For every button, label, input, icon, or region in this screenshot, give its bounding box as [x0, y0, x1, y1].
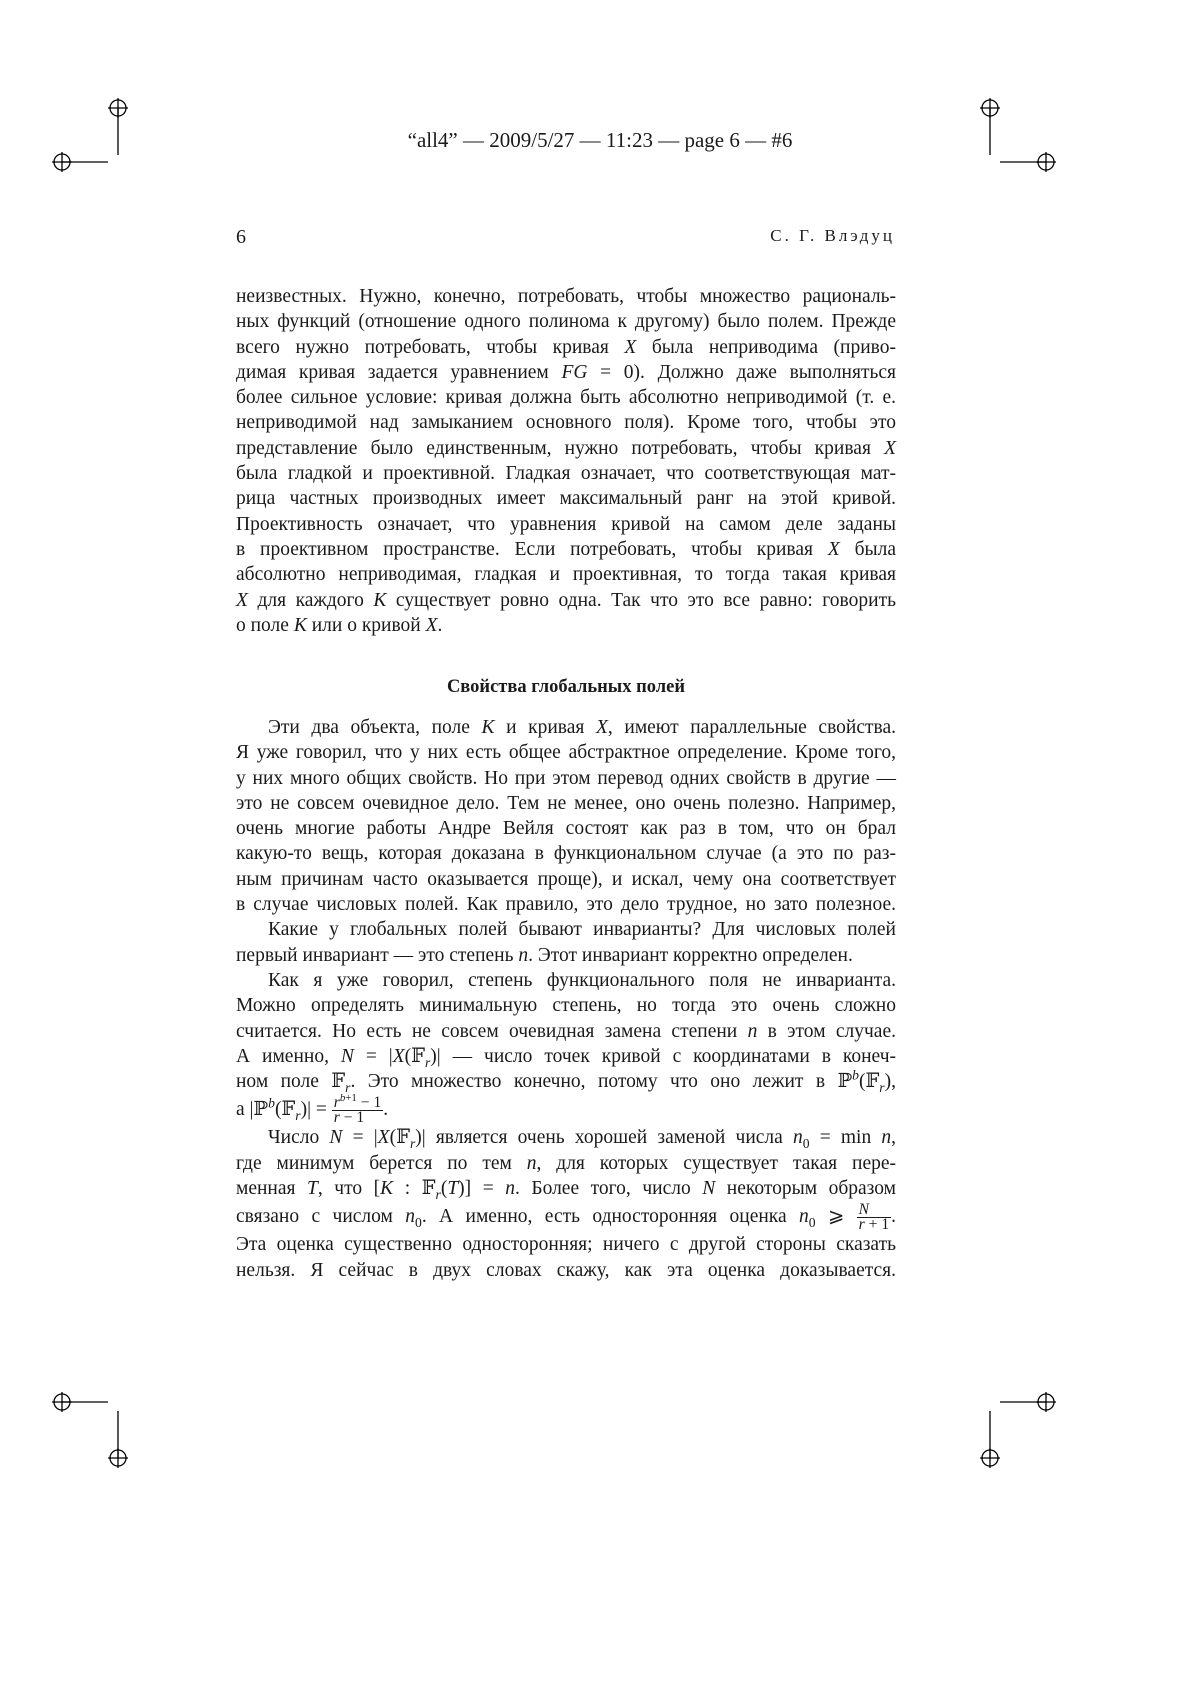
paragraph-block-2	[236, 715, 896, 1283]
math-symbol: FG	[561, 362, 587, 383]
math-symbol: X	[596, 717, 608, 738]
page-number: 6	[236, 226, 246, 249]
math-symbol: r	[436, 1187, 441, 1202]
math-symbol: r	[345, 1080, 350, 1095]
text-line: Какие у глобальных полей бывают инварианты? Для числовых полей	[236, 917, 896, 942]
math-symbol: n	[793, 1127, 803, 1148]
math-symbol: r	[410, 1136, 415, 1151]
math-symbol: n	[748, 1021, 758, 1042]
text-line: связано с числом n0. А именно, есть односторонняя оценка n0 ⩾ N r + 1 .	[236, 1201, 896, 1232]
math-symbol: X	[236, 590, 248, 611]
math-symbol: X	[828, 539, 840, 560]
math-symbol: n	[505, 1178, 515, 1199]
author-running-head: С. Г. Влэдуц	[770, 226, 895, 246]
math-symbol: r	[859, 1216, 865, 1233]
text-line: ном поле 𝔽r. Это множество конечно, потому что оно лежит в ℙb(𝔽r),	[236, 1069, 896, 1094]
section-heading: Свойства глобальных полей	[236, 677, 896, 698]
text-line: это не совсем очевидное дело. Тем не менее, оно очень полезно. Например,	[236, 791, 896, 816]
running-header: “all4” — 2009/5/27 — 11:23 — page 6 — #6	[0, 128, 1200, 153]
fraction: rb+1 − 1 r − 1	[332, 1096, 384, 1125]
text-line: менная T, что [K : 𝔽r(T)] = n. Более того, число N некоторым образом	[236, 1176, 896, 1201]
math-symbol: r	[334, 1109, 340, 1126]
text-line: ных функций (отношение одного полинома к другому) было полем. Прежде	[236, 309, 896, 334]
text-line: где минимум берется по тем n, для которых существует такая пере-	[236, 1151, 896, 1176]
text-line: Эта оценка существенно односторонняя; ничего с другой стороны сказать	[236, 1232, 896, 1257]
math-symbol: K	[373, 590, 386, 611]
text-line: Проективность означает, что уравнения кривой на самом деле заданы	[236, 512, 896, 537]
math-symbol: X	[884, 438, 896, 459]
text-line: у них много общих свойств. Но при этом перевод одних свойств в другие —	[236, 766, 896, 791]
math-symbol: T	[447, 1178, 458, 1199]
text-line: первый инвариант — это степень n. Этот инвариант корректно определен.	[236, 943, 896, 968]
math-symbol: n	[527, 1153, 537, 1174]
math-symbol: N	[341, 1046, 354, 1067]
text-line: в проективном пространстве. Если потребовать, чтобы кривая X была	[236, 537, 896, 562]
text-line: Эти два объекта, поле K и кривая X, имеют параллельные свойства.	[236, 715, 896, 740]
text-line: рица частных производных имеет максимальный ранг на этой кривой.	[236, 486, 896, 511]
math-symbol: X	[378, 1127, 390, 1148]
math-symbol: n	[799, 1206, 809, 1227]
math-symbol: N	[859, 1201, 869, 1218]
math-symbol: n	[405, 1206, 415, 1227]
math-symbol: N	[702, 1178, 715, 1199]
text-line: ным причинам часто оказывается проще), и искал, чему она соответствует	[236, 867, 896, 892]
math-symbol: r	[295, 1108, 300, 1123]
text-line: неприводимой над замыканием основного поля). Кроме того, чтобы это	[236, 410, 896, 435]
text-line: А именно, N = |X(𝔽r)| — число точек кривой с координатами в конеч-	[236, 1044, 896, 1069]
math-symbol: r	[425, 1055, 430, 1070]
math-symbol: b	[852, 1068, 859, 1083]
math-symbol: N	[329, 1127, 342, 1148]
math-symbol: b	[340, 1092, 345, 1104]
math-symbol: X	[426, 615, 438, 636]
math-symbol: K	[380, 1178, 393, 1199]
math-symbol: X	[393, 1046, 405, 1067]
math-symbol: T	[307, 1178, 318, 1199]
math-symbol: b	[268, 1096, 275, 1111]
text-line: Число N = |X(𝔽r)| является очень хорошей заменой числа n0 = min n,	[236, 1125, 896, 1150]
math-symbol: K	[482, 717, 495, 738]
math-symbol: r	[879, 1080, 884, 1095]
text-line: была гладкой и проективной. Гладкая означает, что соответствующая мат-	[236, 461, 896, 486]
text-line: очень многие работы Андре Вейля состоят как раз в том, что он брал	[236, 816, 896, 841]
math-symbol: r	[334, 1094, 340, 1111]
text-line: какую-то вещь, которая доказана в функциональном случае (а это по раз-	[236, 841, 896, 866]
text-line: всего нужно потребовать, чтобы кривая X была неприводима (приво-	[236, 335, 896, 360]
text-line: в случае числовых полей. Как правило, это дело трудное, но зато полезное.	[236, 892, 896, 917]
text-line: Я уже говорил, что у них есть общее абстрактное определение. Кроме того,	[236, 740, 896, 765]
text-line: более сильное условие: кривая должна быть абсолютно неприводимой (т. е.	[236, 385, 896, 410]
fraction: N r + 1	[857, 1203, 891, 1232]
math-symbol: n	[881, 1127, 891, 1148]
text-line: Как я уже говорил, степень функционального поля не инварианта.	[236, 968, 896, 993]
text-line: а |ℙb(𝔽r)| = rb+1 − 1 r − 1 .	[236, 1094, 896, 1125]
text-line: нельзя. Я сейчас в двух словах скажу, как эта оценка доказывается.	[236, 1258, 896, 1283]
text-line: о поле K или о кривой X.	[236, 613, 896, 638]
text-line: считается. Но есть не совсем очевидная замена степени n в этом случае.	[236, 1019, 896, 1044]
text-line: X для каждого K существует ровно одна. Так что это все равно: говорить	[236, 588, 896, 613]
math-symbol: n	[518, 945, 528, 966]
text-line: димая кривая задается уравнением FG = 0). Должно даже выполняться	[236, 360, 896, 385]
text-line: абсолютно неприводимая, гладкая и проективная, то тогда такая кривая	[236, 562, 896, 587]
text-line: представление было единственным, нужно потребовать, чтобы кривая X	[236, 436, 896, 461]
text-line: Можно определять минимальную степень, но тогда это очень сложно	[236, 993, 896, 1018]
text-line: неизвестных. Нужно, конечно, потребовать, чтобы множество рациональ-	[236, 284, 896, 309]
math-symbol: X	[624, 337, 636, 358]
math-symbol: K	[294, 615, 307, 636]
paragraph-block-1	[236, 284, 896, 638]
